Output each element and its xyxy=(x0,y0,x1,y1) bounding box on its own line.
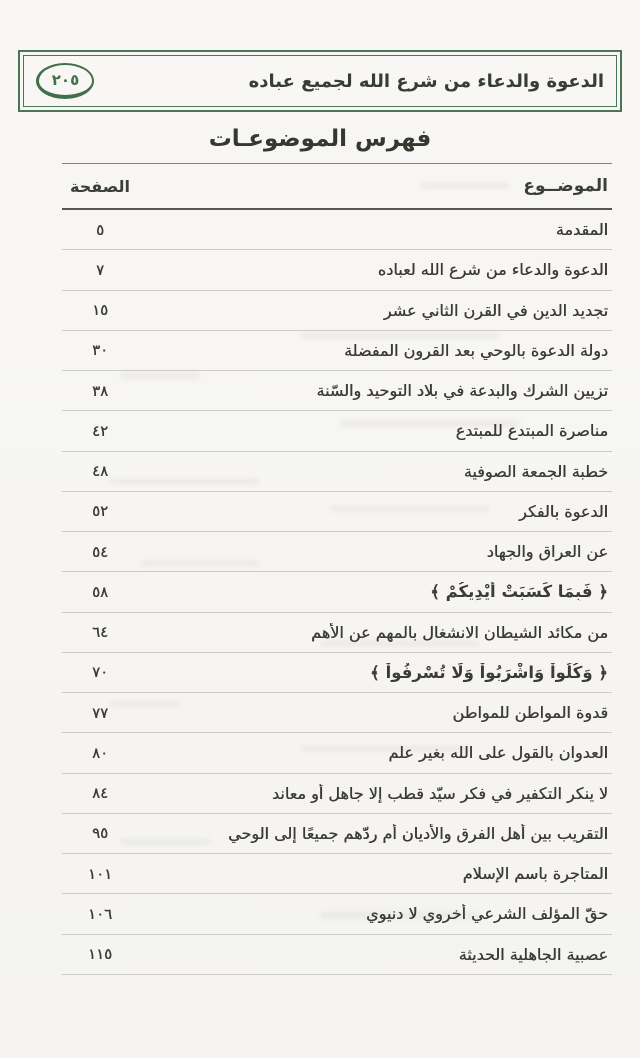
toc-page-number: ٥٢ xyxy=(91,502,109,521)
toc-topic: عن العراق والجهاد xyxy=(486,542,608,562)
toc-topic: تزيين الشرك والبدعة في بلاد التوحيد والسّنة xyxy=(316,381,608,401)
toc-row xyxy=(62,935,612,975)
toc-row xyxy=(62,814,612,854)
toc-row xyxy=(62,532,612,572)
toc-page-number: ١٥ xyxy=(91,301,109,320)
toc-table xyxy=(62,163,612,975)
toc-topic: ﴿ فَبِمَا كَسَبَتْ أَيْدِيكُمْ ﴾ xyxy=(430,582,608,602)
toc-row xyxy=(62,250,612,290)
toc-row xyxy=(62,210,612,250)
toc-topic: العدوان بالقول على الله بغير علم xyxy=(388,743,608,763)
toc-topic: حقّ المؤلف الشرعي أخروي لا دنيوي xyxy=(366,904,608,924)
toc-row xyxy=(62,331,612,371)
toc-page-number: ٥٨ xyxy=(91,582,109,601)
toc-page-number: ٧ xyxy=(95,260,105,279)
toc-row xyxy=(62,653,612,693)
toc-row xyxy=(62,572,612,612)
toc-page-number: ١٠١ xyxy=(87,864,113,883)
toc-row xyxy=(62,854,612,894)
toc-page-number: ٨٤ xyxy=(91,784,109,803)
toc-row xyxy=(62,894,612,934)
toc-topic: المقدمة xyxy=(555,220,608,240)
toc-topic: قدوة المواطن للمواطن xyxy=(452,703,608,723)
book-title: الدعوة والدعاء من شرع الله لجميع عباده xyxy=(248,70,604,92)
toc-topic: ﴿ وَكُلُواْ وَاشْرَبُواْ وَلَا تُسْرِفُواْ ﴾ xyxy=(370,662,608,682)
toc-topic: عصبية الجاهلية الحديثة xyxy=(458,944,608,964)
toc-row xyxy=(62,371,612,411)
toc-page-number: ٤٢ xyxy=(91,421,109,440)
toc-topic: تجديد الدين في القرن الثاني عشر xyxy=(383,300,608,320)
toc-topic: مناصرة المبتدع للمبتدع xyxy=(455,421,608,441)
toc-topic: دولة الدعوة بالوحي بعد القرون المفضلة xyxy=(343,340,608,360)
toc-topic: لا ينكر التكفير في فكر سيّد قطب إلا جاهل أو معاند xyxy=(271,783,608,803)
toc-page-number: ٧٧ xyxy=(91,703,109,722)
toc-topic: التقريب بين أهل الفرق والأديان أم ردّهم جميعًا إلى الوحي xyxy=(228,823,608,843)
toc-page-number: ٣٠ xyxy=(91,341,109,360)
contents-title: فهرس الموضوعـات xyxy=(208,126,432,152)
page-column-header: الصفحة xyxy=(69,176,130,196)
toc-row xyxy=(62,693,612,733)
toc-topic: خطبة الجمعة الصوفية xyxy=(463,461,608,481)
toc-page-number: ١٠٦ xyxy=(87,904,113,923)
topic-column-header: الموضــوع xyxy=(523,176,608,196)
toc-page-number: ١١٥ xyxy=(87,945,113,964)
toc-topic: المتاجرة باسم الإسلام xyxy=(462,864,608,884)
toc-page-number: ٩٥ xyxy=(91,824,109,843)
toc-page-number: ٨٠ xyxy=(91,743,109,762)
toc-page-number: ٤٨ xyxy=(91,462,109,481)
toc-row xyxy=(62,452,612,492)
toc-topic: من مكائد الشيطان الانشغال بالمهم عن الأهم xyxy=(311,622,608,642)
toc-row xyxy=(62,774,612,814)
toc-row xyxy=(62,492,612,532)
toc-page-number: ٣٨ xyxy=(91,381,109,400)
page-number-oval xyxy=(36,63,94,99)
toc-row xyxy=(62,613,612,653)
toc-header-row xyxy=(62,163,612,210)
toc-row xyxy=(62,291,612,331)
toc-page-number: ٥٤ xyxy=(91,542,109,561)
toc-row xyxy=(62,733,612,773)
toc-row xyxy=(62,411,612,451)
toc-page-number: ٦٤ xyxy=(91,623,109,642)
header-frame xyxy=(18,50,622,112)
toc-page-number: ٥ xyxy=(95,220,105,239)
toc-topic: الدعوة والدعاء من شرع الله لعباده xyxy=(377,260,608,280)
toc-rows xyxy=(62,210,612,975)
toc-page-number: ٧٠ xyxy=(91,663,109,682)
page-number: ٢٠٥ xyxy=(51,71,80,89)
header-frame-inner xyxy=(23,55,617,107)
toc-topic: الدعوة بالفكر xyxy=(519,501,608,521)
